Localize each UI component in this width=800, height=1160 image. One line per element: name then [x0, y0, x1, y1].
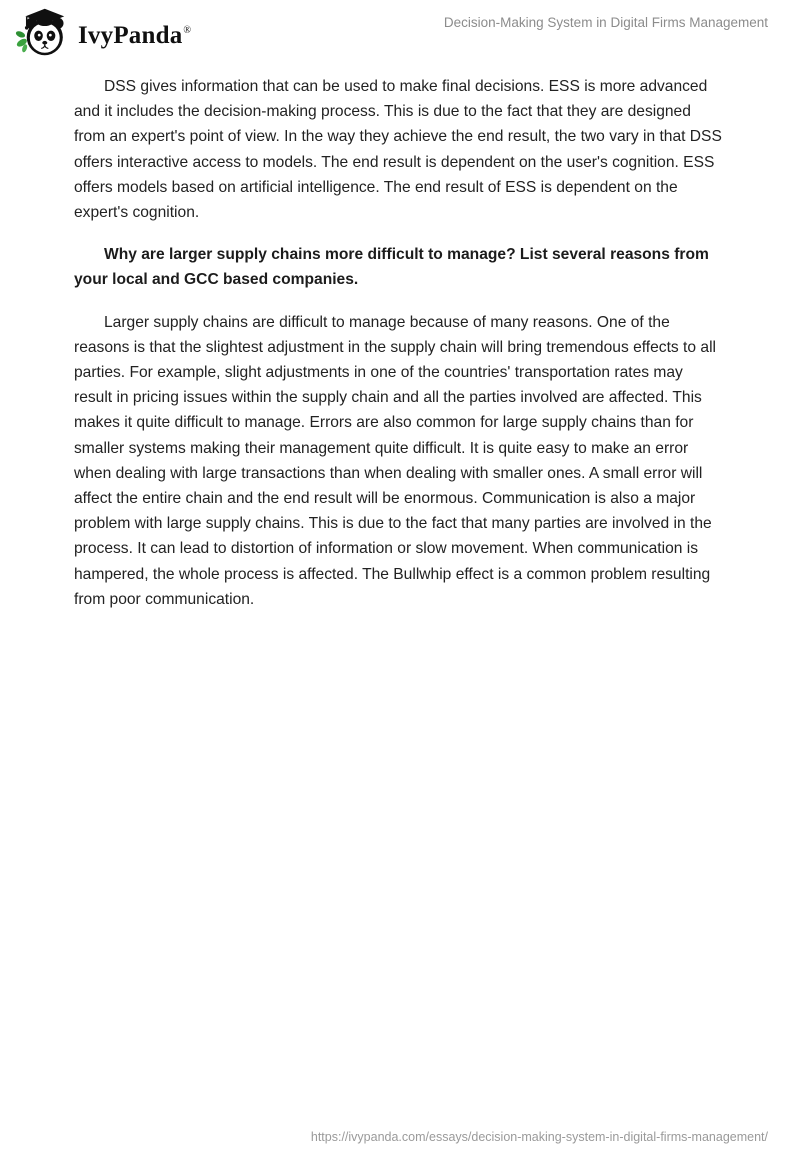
registered-mark: ® — [183, 25, 192, 37]
source-url-link[interactable]: https://ivypanda.com/essays/decision-making-system-in-digital-firms-management/ — [310, 1130, 768, 1144]
document-title: Decision-Making System in Digital Firms Management — [443, 15, 768, 30]
essay-paragraph: Larger supply chains are difficult to manage because of many reasons. One of the reasons is that the slightest adjustment in the supply chain will bring tremendous effects to all parties. For example, slight adjustments in one of the countries' transportation rates may result in pricing issues within the supply chain and all the parties involved are affected. This makes it quite difficult to manage. Errors are also common for large supply chains than for smaller systems making their management quite difficult. It is quite easy to make an error when dealing with large transactions than when dealing with smaller ones. A small error will affect the entire chain and the end result will be enormous. Communication is also a major problem with large supply chains. This is due to the fact that many parties are involved in the process. It can lead to distortion of information or slow movement. When communication is hampered, the whole process is affected. The Bullwhip effect is a common problem resulting from poor communication. — [74, 313, 717, 608]
ivypanda-logo[interactable] — [14, 8, 191, 58]
page-header — [0, 0, 800, 62]
brand-text: IvyPanda — [78, 21, 183, 49]
panda-logo-icon — [14, 8, 70, 58]
essay-question-heading: Why are larger supply chains more difficult to manage? List several reasons from your local and GCC based companies. — [74, 246, 709, 289]
essay-paragraph: DSS gives information that can be used to make final decisions. ESS is more advanced and it includes the decision-making process. This is due to the fact that they are designed from an expert's point of view. In the way they achieve the end result, the two vary in that DSS offers interactive access to models. The end result is dependent on the user's cognition. ESS offers models based on artificial intelligence. The end result of ESS is dependent on the expert's cognition. — [74, 78, 722, 222]
brand-name — [78, 23, 191, 48]
page-footer — [311, 1128, 768, 1146]
essay-content — [0, 74, 800, 612]
